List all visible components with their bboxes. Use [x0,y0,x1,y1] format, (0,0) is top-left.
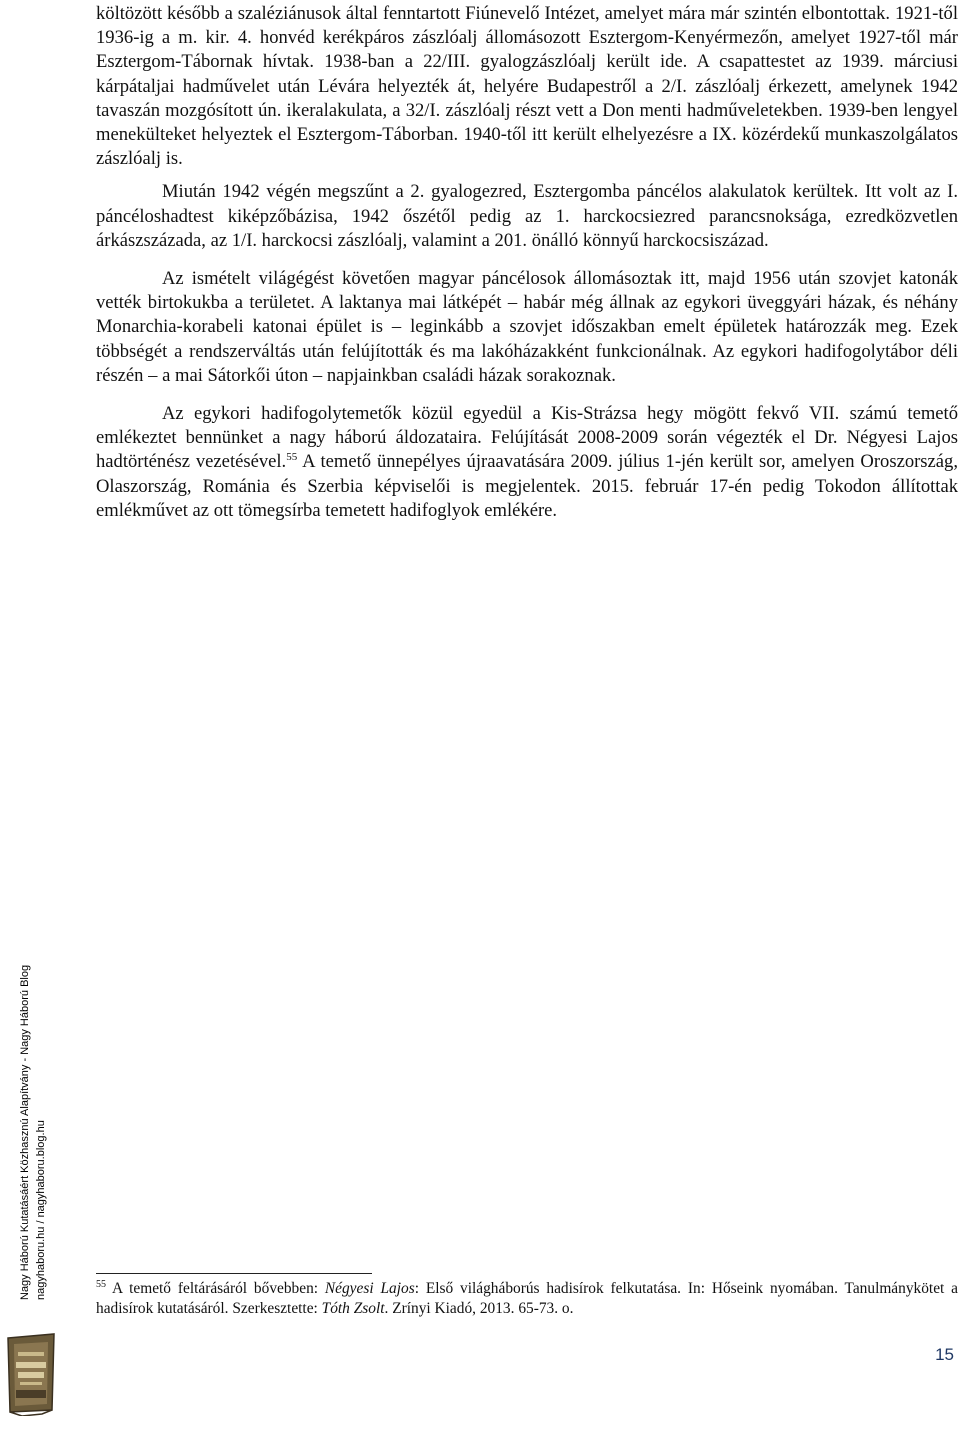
page-number: 15 [935,1345,954,1364]
nagy-haboru-logo-icon [2,1330,60,1416]
paragraph-1: költözött később a szaléziánusok által fenntartott Fiúnevelő Intézet, amelyet mára már szintén elbontottak. 1921-től 1936-ig a m. kir. 4. honvéd kerékpáros zászlóalj állomásozott Esztergom-Kenyérmezőn, amelyet 1927-től már Esztergom-Tábornak hívtak. 1938-ban a 22/III. gyalogzászlóalj került ide. A csapattestet az 1939. márciusi kárpátaljai hadművelet után Lévára helyezték át, helyére Budapestről a 2/I. zászlóalj érkezett, amelynek 1942 tavaszán mozgósított ún. ikeralakulata, a 32/I. zászlóalj részt vett a Don menti hadműveletekben. 1939-ben lengyel menekülteket helyeztek el Esztergom-Táborban. 1940-től itt került elhelyezésre a IX. közérdekű munkaszolgálatos zászlóalj is. [96,3,958,170]
footnote-author: Négyesi Lajos [324,1280,415,1297]
paragraph-4-text-a: Az egykori hadifogolytemetők közül egyedül a Kis-Strázsa hegy mögött fekvő VII. számú temető emlékeztet bennünket a nagy háború áldozataira. Felújítását 2008-2009 során végezték el Dr. Négyesi Lajos hadtörténész vezetésével. [96,403,958,473]
footnote-number: 55 [96,1279,106,1290]
sidebar-website-text: nagyhaboru.hu / nagyhaboru.blog.hu [35,1120,47,1300]
footnote-text-c: . Zrínyi Kiadó, 2013. 65-73. o. [384,1300,574,1318]
paragraph-4 [96,402,958,523]
footnote [96,1279,958,1320]
page-body [96,2,958,523]
footnote-text-b: : Első világháborús hadisírok felkutatása. In: Hőseink nyomában. Tanulmánykötet a hadisírok kutatásáról. Szerkesztette: [96,1280,958,1318]
paragraph-4-text-b: A temető ünnepélyes újraavatására 2009. július 1-jén került sor, amelyen Oroszország, Olaszország, Románia és Szerbia képviselői is megjelentek. 2015. február 17-én pedig Tokodon állítottak emlékművet az ott tömegsírba temetett hadifoglyok emlékére. [96,451,958,521]
footnote-editor: Tóth Zsolt [321,1300,385,1318]
sidebar-foundation-text: Nagy Háború Kutatásáért Közhasznú Alapítvány - Nagy Háború Blog [19,964,31,1300]
paragraph-2: Miután 1942 végén megszűnt a 2. gyalogezred, Esztergomba páncélos alakulatok kerültek. Itt volt az I. páncéloshadtest kiképzőbázisa, 1942 őszétől pedig az 1. harckocsiezred parancsnoksága, ezredközvetlen árkászszázada, az 1/I. harckocsi zászlóalj, valamint a 201. önálló könnyű harckocsiszázad. [96,181,958,251]
paragraph-3: Az ismételt világégést követően magyar páncélosok állomásoztak itt, majd 1956 után szovjet katonák vették birtokukba a területet. A laktanya mai látképét – habár még állnak az egykori üveggyári házak, és néhány Monarchia-korabeli katonai épület is – leginkább a szovjet időszakban emelt épületek határozzák meg. Ezek többségét a rendszerváltás után felújították és ma lakóházakként funkcionálnak. Az egykori hadifogolytábor déli részén – a mai Sátorkői úton – napjainkban családi házak sorakoznak. [96,268,958,386]
footnote-reference[interactable]: 55 [286,451,298,464]
footnote-separator [96,1273,372,1274]
footnote-text-a: A temető feltárásáról bővebben: [106,1280,325,1297]
